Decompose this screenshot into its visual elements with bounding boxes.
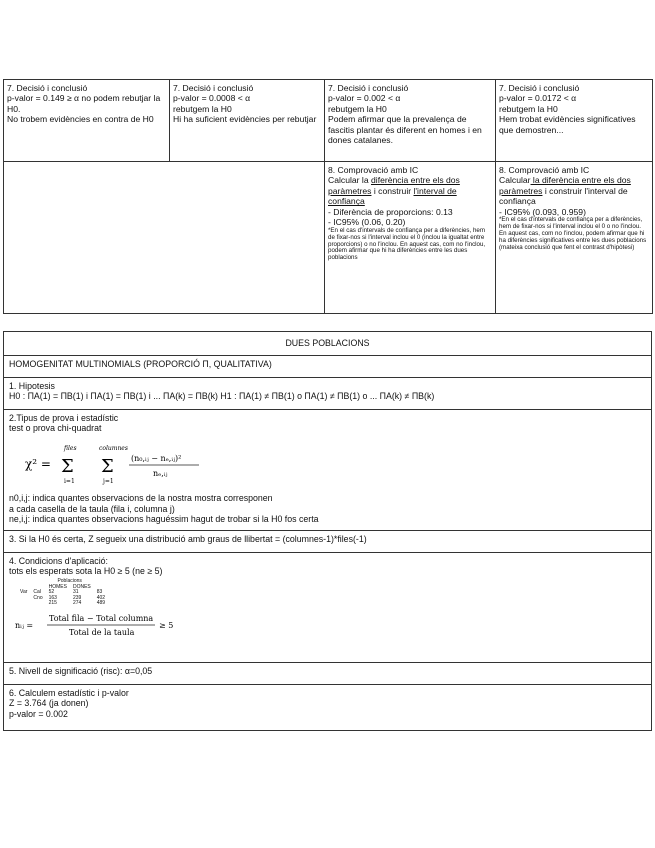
note-line: ne,i,j: indica quantes observacions haguéssim hagut de trobar si la H0 fos certa (9, 514, 319, 525)
cell-line: Hem trobat evidències significatives que demostren... (499, 114, 636, 135)
section-tipus-prova (4, 409, 652, 530)
sum2-top: columnes (99, 445, 128, 453)
section-text: H0 : ΠA(1) = ΠB(1) i ΠA(1) = ΠB(1) i ... ΠA(k) = ΠB(k) H1 : ΠA(1) ≠ ΠB(1) o ΠA(1) ≠ ΠB(1) o ... ΠA(k) ≠ ΠB(k) (9, 391, 435, 402)
expected-denominator: Total de la taula (69, 627, 135, 637)
expected-numerator: Total fila − Total columna (49, 613, 154, 623)
section-estadistic (4, 684, 652, 730)
cell-line: p-valor = 0.0172 < α (499, 93, 577, 104)
section-nivell-significacio: 5. Nivell de significació (risc): α=0,05 (4, 662, 652, 684)
footnote: *En el cas d'intervals de confiança per a diferències, hem de fixar-nos si l'interval inclou el 0 o no l'inclou. En aquest cas, com no l'inclou, podem afirmar que hi ha diferències significatives entre les dues poblacions (mateixa conclusió que fent el contrast d'hipòtesi) (499, 216, 647, 251)
cell-line: p-valor = 0.0008 < α (173, 93, 251, 104)
footnote: *En el cas d'intervals de confiança per a diferències, hem de fixar-nos si l'interval inclou el 0 (inclou la igualtat entre proporcions) o no l'inclou. En aquest cas, com no l'inclou, podem afirmar que hi ha diferències entre les dues poblacions (328, 226, 486, 262)
section-subtitle: test o prova chi-quadrat (9, 423, 102, 434)
cell-line: p-valor = 0.002 < α (328, 93, 401, 104)
top-table (3, 79, 653, 314)
ic-cell-2 (496, 162, 653, 314)
decision-cell-4 (496, 80, 653, 162)
cell-line: Podem afirmar que la prevalença de fascitis plantar és diferent en homes i en dones catalanes. (328, 114, 482, 146)
decision-cell-3 (325, 80, 496, 162)
sum2-bot: j=1 (103, 478, 114, 486)
formula-denominator: nₑ,ᵢⱼ (153, 469, 168, 479)
chi-square-formula-graphic (23, 440, 223, 486)
decision-row (4, 80, 653, 162)
expected-lhs: nᵢⱼ = (15, 620, 34, 630)
cell-line: - Diferència de proporcions: 0.13 (328, 206, 453, 217)
section-title: 4. Condicions d'aplicació: (9, 555, 108, 566)
section-graus-llibertat: 3. Si la H0 és certa, Z segueix una distribució amb graus de llibertat = (columnes-1)*files(-1) (4, 530, 652, 552)
ic-text: Calcular la diferència entre els dos paràmetres i construir l'interval de confiança (499, 175, 631, 207)
sum1-sign: Σ (61, 456, 74, 478)
section-line: p-valor = 0.002 (9, 709, 68, 720)
ic-text: Calcular la diferència entre els dos paràmetres i construir l'interval de confiança (328, 175, 460, 207)
table-header: DUES POBLACIONS (4, 332, 652, 356)
sum1-top: files (64, 445, 77, 453)
section-condicions (4, 552, 652, 662)
expected-formula-graphic (13, 611, 213, 639)
cell-line: - IC95% (0.093, 0.959) (499, 206, 586, 217)
cell-title: 7. Decisió i conclusió (7, 83, 88, 93)
cell-line: - IC95% (0.06, 0.20) (328, 217, 406, 228)
cell-title: 8. Comprovació amb IC (328, 165, 419, 175)
note-line: n0,i,j: indica quantes observacions de la nostra mostra corresponen (9, 492, 273, 503)
contingency-mini-table: Poblacions HOMES DONES Var Cal 52 31 83 Cno 163 239 402 215 274 489 (20, 578, 106, 607)
cell-line: No trobem evidències en contra de H0 (7, 114, 154, 125)
ic-cell-1 (325, 162, 496, 314)
section-line: Z = 3.764 (ja donen) (9, 698, 89, 709)
section-title: 2.Tipus de prova i estadístic (9, 412, 119, 423)
empty-cell (4, 162, 325, 314)
sum2-sign: Σ (101, 456, 114, 478)
section-title: 6. Calculem estadístic i p-valor (9, 687, 129, 698)
cell-title: 8. Comprovació amb IC (499, 165, 590, 175)
note-line: a cada casella de la taula (fila i, columna j) (9, 503, 175, 514)
cell-title: 7. Decisió i conclusió (173, 83, 254, 93)
cell-line: rebutgem la H0 (499, 103, 558, 114)
cell-line: Hi ha suficient evidències per rebutjar (173, 114, 317, 125)
section-text: tots els esperats sota la H0 ≥ 5 (ne ≥ 5) (9, 566, 163, 577)
sum1-bot: i=1 (64, 478, 75, 486)
cell-line: rebutgem la H0 (328, 103, 387, 114)
cell-line: rebutgem la H0 (173, 103, 232, 114)
formula-numerator: (n₀,ᵢⱼ − nₑ,ᵢⱼ)² (131, 454, 182, 464)
decision-cell-2 (170, 80, 325, 162)
ic-row (4, 162, 653, 314)
section-title: 1. Hipotesis (9, 380, 55, 391)
cell-title: 7. Decisió i conclusió (499, 83, 580, 93)
cell-title: 7. Decisió i conclusió (328, 83, 409, 93)
section-hipotesis (4, 377, 652, 409)
dues-poblacions-table (3, 331, 652, 731)
expected-rhs: ≥ 5 (159, 620, 174, 630)
expected-formula (13, 611, 646, 642)
decision-cell-1 (4, 80, 170, 162)
chi-square-formula (23, 440, 646, 489)
cell-line: p-valor = 0.149 ≥ α no podem rebutjar la H0. (7, 93, 161, 114)
formula-lhs: χ² = (25, 457, 51, 472)
table-subheader: HOMOGENITAT MULTINOMIALS (PROPORCIÓ Π, QUALITATIVA) (4, 355, 652, 377)
